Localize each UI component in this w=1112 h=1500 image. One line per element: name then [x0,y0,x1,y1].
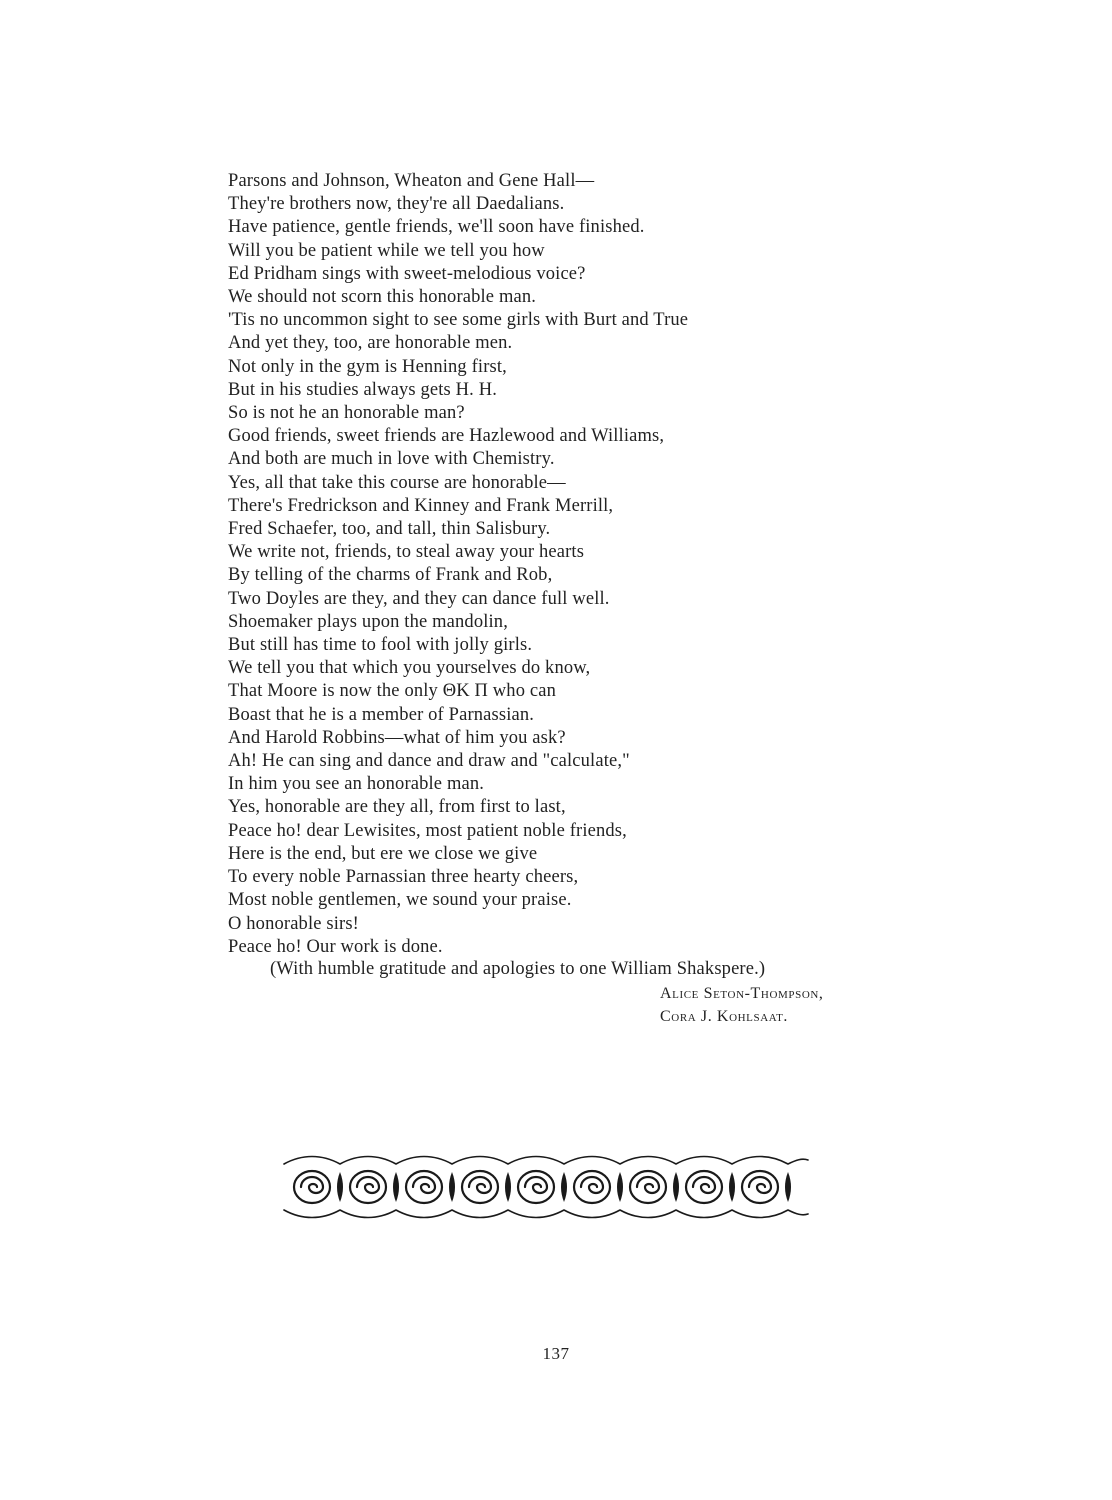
poem-line: But in his studies always gets H. H. [228,379,498,400]
poem-line: Yes, all that take this course are honorable— [228,472,566,493]
poem-line: By telling of the charms of Frank and Rob, [228,565,553,586]
poem-line: 'Tis no uncommon sight to see some girls with Burt and True [228,310,689,331]
attribution-note: (With humble gratitude and apologies to one William Shakspere.) [270,959,766,979]
poem-line: Fred Schaefer, too, and tall, thin Salisbury. [228,519,551,540]
poem-line: Two Doyles are they, and they can dance full well. [228,588,610,609]
page-number: 137 [542,1344,570,1363]
poem-line: Parsons and Johnson, Wheaton and Gene Hall— [228,171,595,191]
poem-line: Most noble gentlemen, we sound your praise. [228,890,572,911]
poem-line: We write not, friends, to steal away your hearts [228,542,585,563]
poem-line: And Harold Robbins—what of him you ask? [228,727,566,748]
author-name: Alice Seton-Thompson, [660,985,824,1002]
poem-line: Here is the end, but ere we close we give [228,843,538,864]
poem-line: Will you be patient while we tell you how [228,240,545,261]
poem-line: They're brothers now, they're all Daedalians. [228,194,565,215]
poem-line: We tell you that which you yourselves do know, [228,658,591,679]
poem-line: But still has time to fool with jolly girls. [228,635,533,656]
poem-line: To every noble Parnassian three hearty cheers, [228,867,579,888]
poem-line: That Moore is now the only ΘΚ Π who can [228,681,557,702]
poem-line: And yet they, too, are honorable men. [228,333,513,354]
poem-line: Good friends, sweet friends are Hazlewood and Williams, [228,426,665,447]
poem-line: Shoemaker plays upon the mandolin, [228,611,508,632]
poem-line: In him you see an honorable man. [228,774,485,795]
poem [228,170,888,959]
author-signatures [660,982,824,1028]
poem-line: O honorable sirs! [228,913,359,934]
poem-line: So is not he an honorable man? [228,403,465,424]
poem-line: Not only in the gym is Henning first, [228,356,507,377]
poem-line: Have patience, gentle friends, we'll soon have finished. [228,217,645,238]
poem-line: There's Fredrickson and Kinney and Frank Merrill, [228,495,614,516]
poem-line: Peace ho! Our work is done. [228,936,443,957]
poem-line: We should not scorn this honorable man. [228,287,537,308]
poem-line: Ah! He can sing and dance and draw and "calculate," [228,751,630,772]
author-name: Cora J. Kohlsaat. [660,1008,788,1026]
poem-line: Yes, honorable are they all, from first to last, [228,797,566,818]
poem-line: Boast that he is a member of Parnassian. [228,704,535,725]
poem-line: And both are much in love with Chemistry. [228,449,555,470]
poem-line: Ed Pridham sings with sweet-melodious voice? [228,263,586,284]
poem-line: Peace ho! dear Lewisites, most patient noble friends, [228,820,627,841]
scroll-vine-ornament-icon [282,1150,810,1222]
